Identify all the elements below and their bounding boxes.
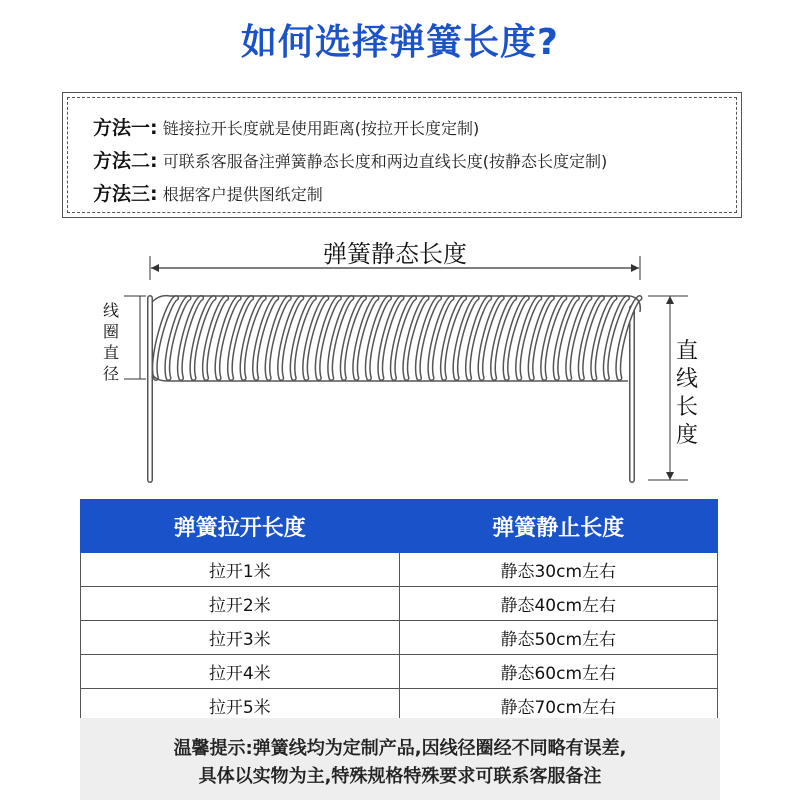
- tip-line-2: 具体以实物为主,特殊规格特殊要求可联系客服备注: [198, 766, 602, 787]
- method-label: 方法二:: [93, 150, 158, 172]
- coil-diameter-label: 线圈直径: [102, 301, 119, 383]
- method-text: 可联系客服备注弹簧静态长度和两边直线长度(按静态长度定制): [162, 152, 608, 171]
- method-text: 根据客户提供图纸定制: [162, 185, 323, 204]
- coil-loops: [152, 296, 640, 381]
- stretched-cell: 拉开4米: [81, 655, 400, 689]
- stretched-cell: 拉开1米: [81, 553, 400, 587]
- static-cell: 静态30cm左右: [399, 553, 718, 587]
- method-row-3: [93, 179, 323, 206]
- method-text: 链接拉开长度就是使用距离(按拉开长度定制): [162, 119, 480, 138]
- table-row: [81, 587, 718, 621]
- length-table: [80, 499, 718, 723]
- table-row: [81, 553, 718, 587]
- static-cell: 静态50cm左右: [399, 621, 718, 655]
- tip-box: [80, 718, 720, 800]
- table-header-row: [81, 500, 718, 553]
- spring-diagram: [0, 228, 800, 498]
- header-stretched-length: 弹簧拉开长度: [81, 500, 400, 553]
- table-row: [81, 621, 718, 655]
- page-title: 如何选择弹簧长度?: [241, 22, 559, 63]
- stretched-cell: 拉开3米: [81, 621, 400, 655]
- static-cell: 静态60cm左右: [399, 655, 718, 689]
- stretched-cell: 拉开5米: [81, 689, 400, 723]
- methods-box: [62, 92, 742, 218]
- static-cell: 静态70cm左右: [399, 689, 718, 723]
- method-label: 方法三:: [93, 183, 158, 205]
- method-row-2: [93, 146, 607, 173]
- straight-arrow-bottom: [666, 472, 674, 480]
- header-static-length: 弹簧静止长度: [399, 500, 718, 553]
- method-label: 方法一:: [93, 117, 158, 139]
- straight-arrow-top: [666, 296, 674, 304]
- stretched-cell: 拉开2米: [81, 587, 400, 621]
- method-row-1: [93, 113, 479, 140]
- static-cell: 静态40cm左右: [399, 587, 718, 621]
- tip-line-1: 温馨提示:弹簧线均为定制产品,因线径圈经不同略有误差,: [173, 738, 627, 759]
- static-length-label: 弹簧静态长度: [323, 240, 467, 268]
- table-row: [81, 655, 718, 689]
- straight-length-label: 直线长度: [675, 339, 698, 448]
